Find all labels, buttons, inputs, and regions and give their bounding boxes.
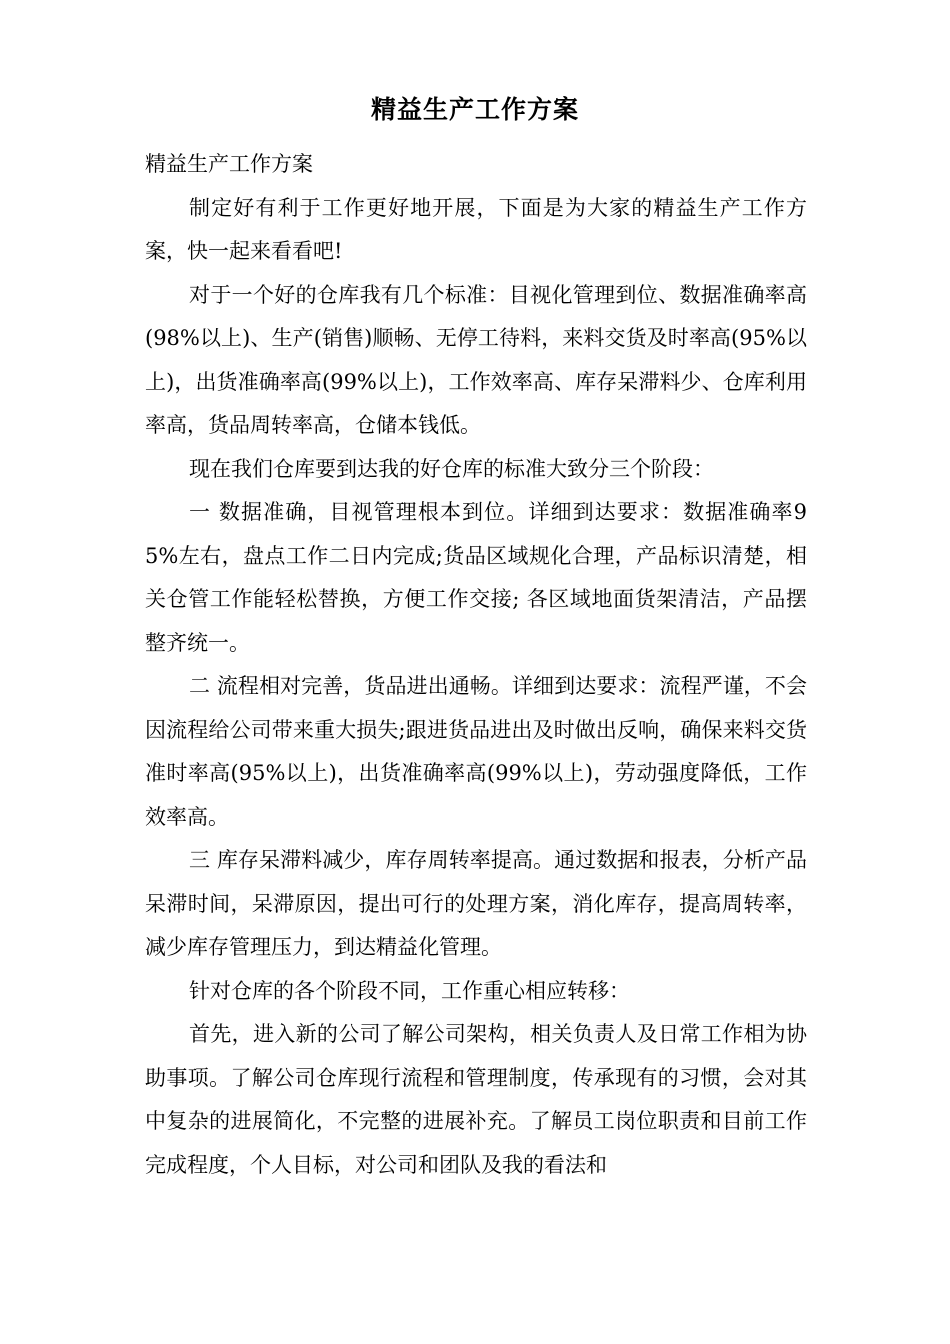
document-title: 精益生产工作方案 xyxy=(370,95,579,124)
paragraph-first-step: 首先，进入新的公司了解公司架构，相关负责人及日常工作相为协助事项。了解公司仓库现行流程和管理制度，传承现有的习惯，会对其中复杂的进展简化，不完整的进展补充。了解员工岗位职责和目前工作完成程度，个人目标，对公司和团队及我的看法和 xyxy=(145,1022,807,1177)
paragraph-stage-three: 三 库存呆滞料减少，库存周转率提高。通过数据和报表，分析产品呆滞时间，呆滞原因，提出可行的处理方案，消化库存，提高周转率，减少库存管理压力，到达精益化管理。 xyxy=(145,848,807,959)
paragraph-focus-shift: 针对仓库的各个阶段不同，工作重心相应转移： xyxy=(189,978,630,1003)
paragraph-intro: 制定好有利于工作更好地开展，下面是为大家的精益生产工作方案，快一起来看看吧! xyxy=(145,195,807,263)
document-body xyxy=(145,143,807,1187)
paragraph-warehouse-standards: 对于一个好的仓库我有几个标准：目视化管理到位、数据准确率高(98%以上)、生产(销售)顺畅、无停工待料，来料交货及时率高(95%以上)，出货准确率高(99%以上)，工作效率高、库存呆滞料少、仓库利用率高，货品周转率高，仓储本钱低。 xyxy=(145,282,807,437)
paragraph-stage-two: 二 流程相对完善，货品进出通畅。详细到达要求：流程严谨，不会因流程给公司带来重大损失;跟进货品进出及时做出反响，确保来料交货准时率高(95%以上)，出货准确率高(99%以上)，劳动强度降低，工作效率高。 xyxy=(145,674,807,829)
paragraph-subtitle: 精益生产工作方案 xyxy=(145,152,313,176)
paragraph-stage-one: 一 数据准确，目视管理根本到位。详细到达要求：数据准确率95%左右，盘点工作二日内完成;货品区域规化合理，产品标识清楚，相关仓管工作能轻松替换，方便工作交接; 各区域地面货架清洁，产品摆整齐统一。 xyxy=(145,500,807,655)
paragraph-three-stages: 现在我们仓库要到达我的好仓库的标准大致分三个阶段： xyxy=(189,456,714,481)
